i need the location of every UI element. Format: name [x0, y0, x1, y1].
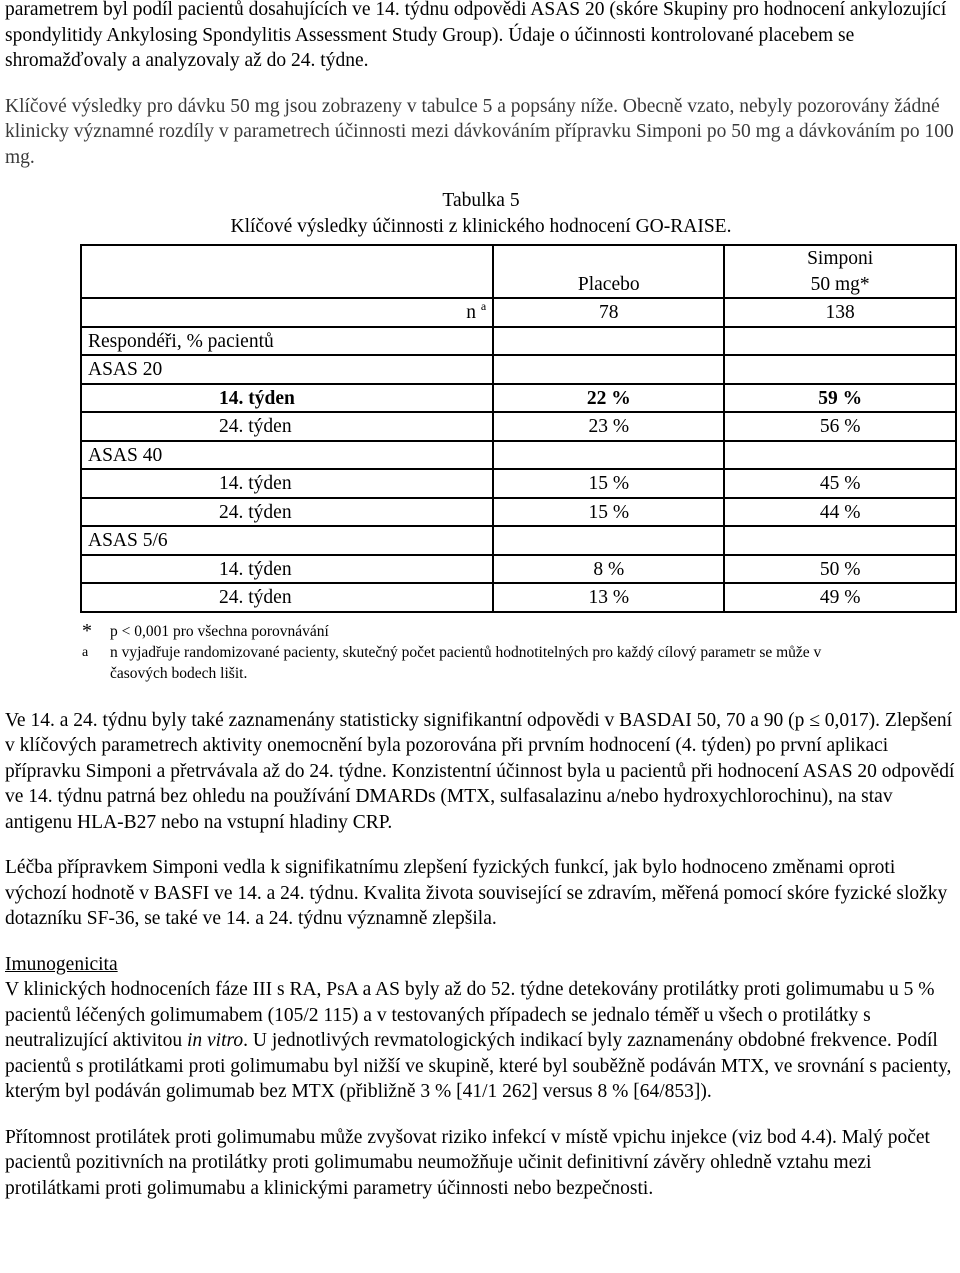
group-name: ASAS 40 [81, 441, 493, 470]
intro-paragraph-2: Klíčové výsledky pro dávku 50 mg jsou zobrazeny v tabulce 5 a popsány níže. Obecně vzato, nebyly pozorovány žádné klinicky významné rozdíly v parametrech účinnosti mezi dávkováním přípravku Simponi po 50 mg a dávkováním po 100 mg. [5, 95, 954, 168]
table-row: 14. týden 15 % 45 % [81, 469, 956, 498]
col-header-placebo: Placebo [493, 245, 724, 298]
group-row-asas40 [81, 441, 956, 470]
section-label: Respondéři, % pacientů [81, 327, 493, 356]
n-row [81, 298, 956, 327]
section-row [81, 327, 956, 356]
body-paragraph-5: V klinických hodnoceních fáze III s RA, PsA a AS byly až do 52. týdne detekovány protilátky proti golimumabu u 5 % pacientů léčených golimumabem (105/2 115) a v testovaných případech se jednalo téměř u všech o protilátky s neutralizující aktivitou in vitro. U jednotlivých revmatologických indikací byly zaznamenány obdobné frekvence. Podíl pacientů s protilátkami proti golimumabu byl nižší ve skupině, které byl souběžně podáván MTX, ve srovnání s pacienty, kterým byl podáván golimumab bez MTX (přibližně 3 % [41/1 262] versus 8 % [64/853]). [5, 979, 952, 1102]
footnote-text: p < 0,001 pro všechna porovnávání [110, 622, 329, 640]
table-caption [5, 188, 957, 240]
n-placebo: 78 [493, 298, 724, 327]
footnote-mark: a [82, 644, 89, 660]
n-simponi: 138 [724, 298, 956, 327]
table-row: 24. týden 13 % 49 % [81, 583, 956, 612]
table-number: Tabulka 5 [442, 190, 520, 211]
group-row-asas20 [81, 355, 956, 384]
table-title: Klíčové výsledky účinnosti z klinického hodnocení GO-RAISE. [230, 216, 732, 237]
table-row: 24. týden 15 % 44 % [81, 498, 956, 527]
table-header-row [81, 245, 956, 298]
footnote-mark: * [82, 619, 92, 642]
group-name: ASAS 20 [81, 355, 493, 384]
document-page [5, 0, 957, 1201]
n-label: n $^a$ [81, 298, 493, 327]
results-table [80, 244, 957, 613]
body-paragraph-4: Léčba přípravkem Simponi vedla k signifikatnímu zlepšení fyzických funkcí, jak bylo hodnoceno změnami oproti výchozí hodnotě v BASFI ve 14. a 24. týdnu. Kvalita života související se zdravím, měřená pomocí skóre fyzické složky dotazníku SF-36, se také ve 14. a 24. týdnu významně zlepšila. [5, 857, 948, 929]
footnote-text: n vyjadřuje randomizované pacienty, skutečný počet pacientů hodnotitelných pro každý cílový parametr se může v časových bodech lišit. [110, 643, 822, 682]
group-name: ASAS 5/6 [81, 526, 493, 555]
section-heading-immunogenicity: Imunogenicita [5, 953, 118, 975]
table-row: 14. týden 22 % 59 % [81, 384, 956, 413]
footnote-1 [5, 621, 957, 642]
table-footnotes [5, 621, 957, 684]
col-header-simponi: Simponi 50 mg* [724, 245, 956, 298]
footnote-2 [5, 642, 957, 684]
table-row: 24. týden 23 % 56 % [81, 412, 956, 441]
table-row: 14. týden 8 % 50 % [81, 555, 956, 584]
group-row-asas56 [81, 526, 956, 555]
body-paragraph-3: Ve 14. a 24. týdnu byly také zaznamenány statisticky signifikantní odpovědi v BASDAI 50, 70 a 90 (p ≤ 0,017). Zlepšení v klíčových parametrech aktivity onemocnění byla pozorována při prvním hodnocení (4. týden) po první aplikaci přípravku Simponi a přetrvávala až do 24. týdne. Konzistentní účinnost byla u pacientů při hodnocení ASAS 20 odpovědí ve 14. týdnu patrná bez ohledu na používání DMARDs (MTX, sulfasalazinu a/nebo hydroxychlorochinu), na stav antigenu HLA-B27 nebo na vstupní hladiny CRP. [5, 709, 955, 833]
body-paragraph-6: Přítomnost protilátek proti golimumabu může zvyšovat riziko infekcí v místě vpichu injekce (viz bod 4.4). Malý počet pacientů pozitivních na protilátky proti golimumabu neumožňuje učinit definitivní závěry ohledně vztahu mezi protilátkami proti golimumabu a klinickými parametry účinnosti nebo bezpečnosti. [5, 1126, 930, 1199]
intro-paragraph-1: parametrem byl podíl pacientů dosahujících ve 14. týdnu odpovědi ASAS 20 (skóre Skupiny pro hodnocení ankylozující spondylitidy Ankylosing Spondylitis Assessment Study Group). Údaje o účinnosti kontrolované placebem se shromažďovaly a analyzovaly až do 24. týdne. [5, 0, 947, 71]
